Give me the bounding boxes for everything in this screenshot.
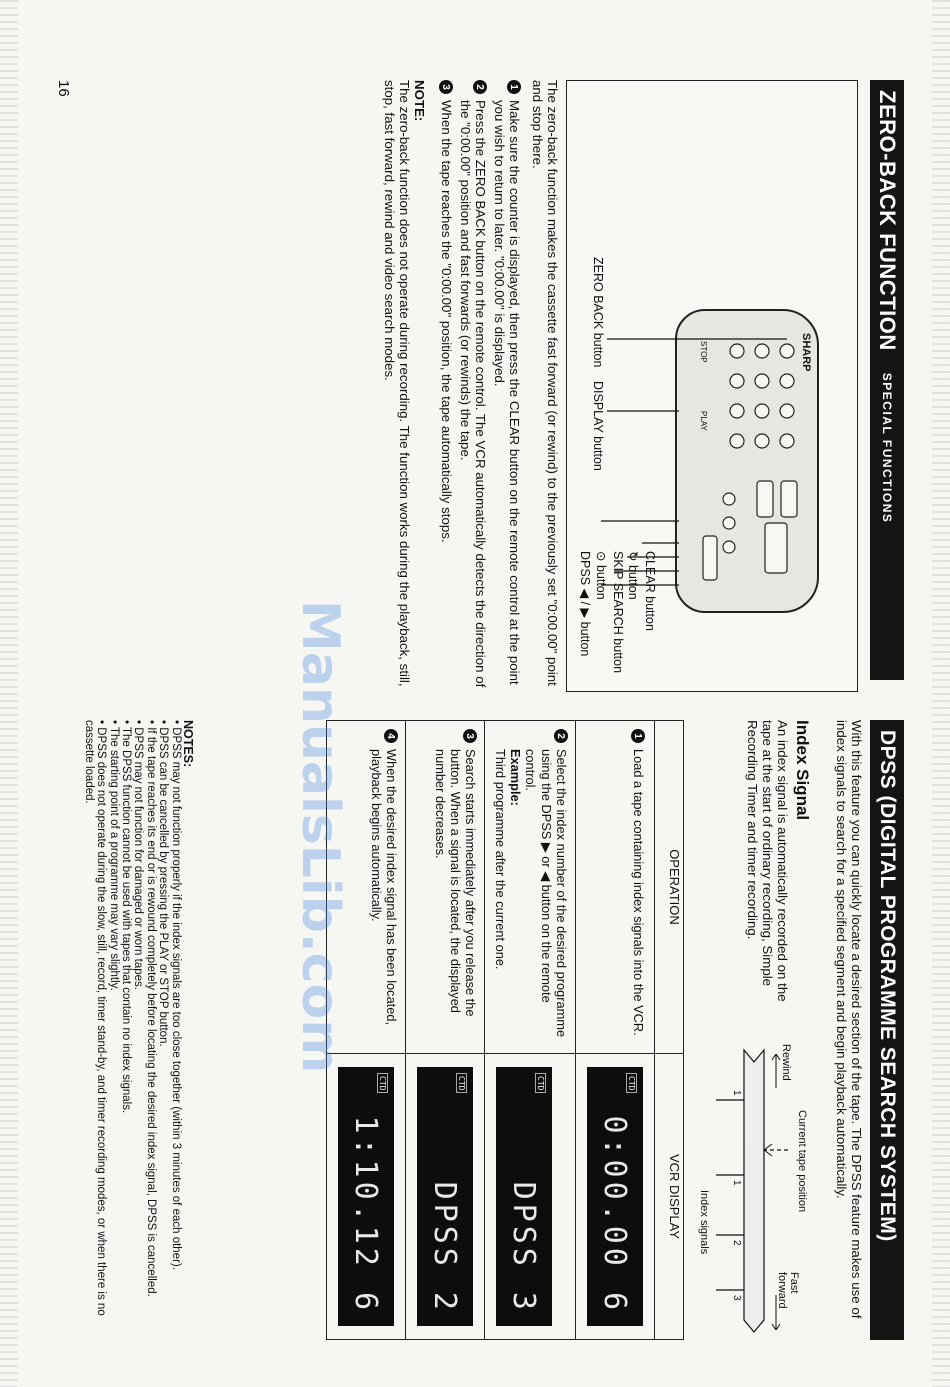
mark-1b: 1: [731, 1180, 742, 1186]
scan-edge-bottom: [0, 0, 18, 1387]
display-value: 1:10.12: [348, 1115, 384, 1270]
ctd-indicator: CTD: [377, 1073, 388, 1093]
dpss-operation-table: [326, 720, 684, 1340]
note-item: • DPSS does not operate during the slow, still, record, timer stand-by, and timer recording modes, or when there is no cassette loaded.: [82, 720, 108, 1316]
display-button-callout: DISPLAY button: [591, 381, 605, 471]
tape-diagram: [692, 1040, 812, 1340]
vcr-display-1: [587, 1067, 643, 1326]
zero-back-note-text: The zero-back function does not operate during recording. The function works during the playback, still, stop, fast forward, rewind and video search modes.: [382, 80, 412, 687]
index-icon: ⊙: [594, 551, 608, 565]
table-row: [406, 721, 485, 1340]
display-value: DPSS 3: [506, 1181, 542, 1314]
example-label: Example:: [508, 749, 523, 806]
scan-edge-top: [932, 0, 950, 1387]
display-value: DPSS 2: [427, 1181, 463, 1314]
index-button-label: button: [594, 564, 608, 600]
step-number-icon: 4: [384, 729, 398, 743]
index-button-callout: [594, 551, 609, 600]
repeat-button-callout: [626, 551, 641, 600]
current-position-label: Current tape position: [796, 1110, 808, 1213]
remote-figure: [566, 80, 858, 692]
dpss-button-callout: DPSS ◀ / ▶ button: [578, 551, 592, 657]
page-number: 16: [55, 80, 72, 97]
note-item: • The starting point of a programme may vary slightly.: [107, 720, 120, 991]
zero-back-title: ZERO-BACK FUNCTION: [875, 90, 900, 351]
dpss-header: [870, 720, 904, 1340]
ctd-indicator: CTD: [535, 1073, 546, 1093]
note-item: • The DPSS function cannot be used with tapes that contain no index signals.: [119, 720, 132, 1114]
special-functions-label: SPECIAL FUNCTIONS: [880, 372, 894, 524]
step-number-icon: 1: [631, 729, 645, 743]
table-row: [485, 721, 576, 1340]
rewind-label: Rewind: [780, 1044, 792, 1081]
step-number-icon: 3: [463, 729, 477, 743]
zero-back-step-2: [458, 80, 488, 690]
index-signal-text: An index signal is automatically recorded on the tape at the start of ordinary recording, Simple Recording Timer and timer recording.: [745, 720, 790, 1002]
display-value: 0:00.00: [597, 1115, 633, 1270]
skip-search-button-callout: SKIP SEARCH button: [611, 551, 625, 674]
dpss-title: DPSS (DIGITAL PROGRAMME SEARCH SYSTEM): [876, 730, 899, 1242]
ctd-indicator: CTD: [456, 1073, 467, 1093]
index-signal-heading: Index Signal: [793, 720, 812, 821]
dpss-step-1-text: Load a tape containing index signals into the VCR.: [631, 749, 646, 1036]
display-column-header: VCR DISPLAY: [655, 1054, 684, 1340]
vcr-display-3: [417, 1067, 473, 1326]
dpss-notes: [82, 720, 194, 1340]
dpss-step-4-text: When the desired index signal has been located, playback begins automatically.: [369, 749, 399, 1026]
dpss-step-3-text: Search starts immediately after you release the button. When a signal is located, the displayed number decreases.: [433, 749, 478, 1017]
step-number-icon: 1: [507, 80, 521, 94]
zero-back-header: [870, 80, 904, 680]
repeat-icon: ↻: [626, 551, 640, 565]
index-signal-section: [745, 720, 812, 1020]
vcr-display-2: [496, 1067, 552, 1326]
step-number-icon: 2: [473, 80, 487, 94]
display-channel: 6: [348, 1291, 384, 1314]
zero-back-step-1: [492, 80, 522, 690]
watermark: ManualsLib.com: [290, 600, 350, 1074]
zero-back-note-title: NOTE:: [412, 80, 427, 122]
note-item: • DPSS may not function for damaged or worn tapes.: [132, 720, 145, 990]
note-item: • DPSS can be cancelled by pressing the PLAY or STOP button.: [157, 720, 170, 1047]
dpss-step-2-text: Select the index number of the desired programme using the DPSS ▶ or ◀ button on the remote control.: [523, 749, 569, 1038]
fast-forward-label: Fast forward: [776, 1272, 800, 1309]
zero-back-button-callout: ZERO BACK button: [591, 257, 605, 368]
note-item: • If the tape reaches its end or is rewound completely before locating the desired index signal, DPSS is cancelled.: [144, 720, 157, 1297]
zero-back-step-3: [439, 80, 454, 690]
dpss-intro: With this feature you can quickly locate a desired section of the tape. The DPSS feature makes use of index signals to search for a specified segment and begin playback automatically.: [834, 720, 864, 1319]
ctd-indicator: CTD: [626, 1073, 637, 1093]
table-header-row: [655, 721, 684, 1340]
clear-button-callout: CLEAR button: [643, 551, 657, 631]
step-number-icon: 2: [554, 729, 568, 743]
zero-back-step-2-text: Press the ZERO BACK button on the remote control. The VCR automatically detects the direction of the "0:00.00" position and fast forwards (or rewinds) the tape.: [458, 100, 488, 688]
index-signals-label: Index signals: [698, 1190, 710, 1255]
zero-back-intro: The zero-back function makes the cassette fast forward (or rewind) to the previously set "0:00.00" point and stop there.: [530, 80, 560, 686]
mark-3: 3: [731, 1295, 742, 1301]
zero-back-step-3-text: When the tape reaches the "0:00.00" position, the tape automatically stops.: [439, 100, 454, 543]
zero-back-step-1-text: Make sure the counter is displayed, then press the CLEAR button on the remote control at the point you wish to return to later. "0:00.00" is displayed.: [492, 100, 522, 685]
display-channel: 6: [597, 1291, 633, 1314]
remote-brand-text: SHARP: [800, 333, 812, 372]
vcr-display-4: [338, 1067, 394, 1326]
note-item: • DPSS may not function properly if the index signals are too close together (within 3 minutes of each other).: [169, 720, 182, 1270]
operation-column-header: OPERATION: [655, 721, 684, 1054]
mark-2: 2: [731, 1240, 742, 1246]
notes-title: NOTES:: [181, 720, 195, 768]
zero-back-text: [382, 80, 560, 690]
step-number-icon: 3: [439, 80, 453, 94]
svg-text:PLAY: PLAY: [699, 411, 708, 431]
example-text: Third programme after the current one.: [493, 749, 508, 970]
table-row: [576, 721, 655, 1340]
mark-1a: 1: [731, 1090, 742, 1096]
repeat-button-label: button: [626, 564, 640, 600]
svg-text:STOP: STOP: [699, 341, 708, 363]
